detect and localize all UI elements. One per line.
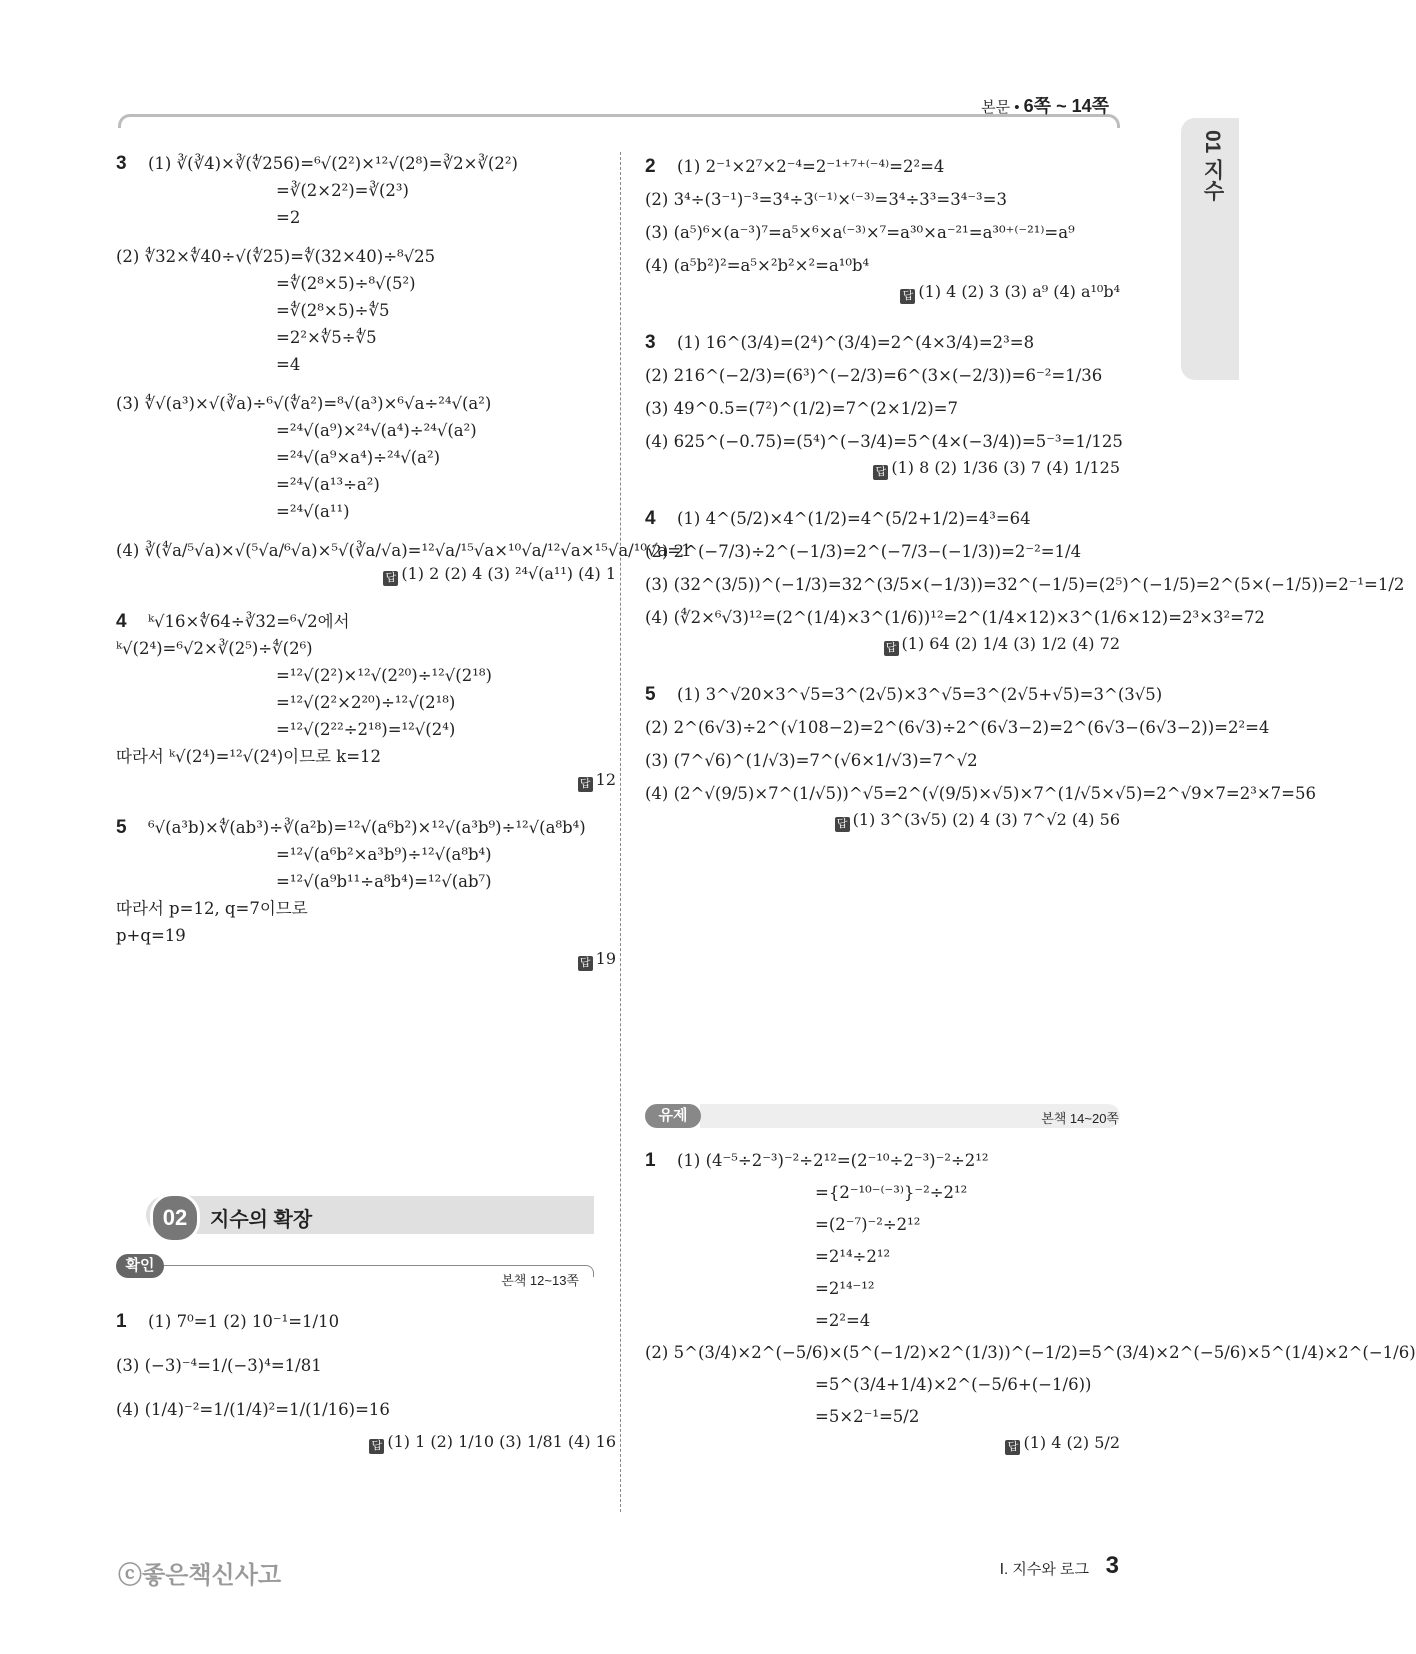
solution-line <box>645 1337 1416 1369</box>
solution-line <box>116 417 616 444</box>
solution-text: ᵏ√(2⁴)=⁶√2×∛(2⁵)÷∜(2⁶) <box>116 639 313 658</box>
problem-block <box>645 150 1120 326</box>
solution-text: =¹²√(2²²÷2¹⁸)=¹²√(2⁴) <box>276 720 456 739</box>
solution-text: (3) 49^0.5=(7²)^(1/2)=7^(2×1/2)=7 <box>645 399 958 418</box>
problem-block <box>116 537 692 608</box>
answer-line <box>645 458 1120 480</box>
solution-text: =²⁴√(a¹¹) <box>276 502 350 521</box>
solution-line <box>116 1300 616 1344</box>
solution-text: p+q=19 <box>116 926 186 945</box>
solution-text: (4) (∜2×⁶√3)¹²=(2^(1/4)×3^(1/6))¹²=2^(1/4×12)×3^(1/6×12)=2³×3²=72 <box>645 608 1265 627</box>
solution-text: 따라서 p=12, q=7이므로 <box>116 899 308 918</box>
solution-text: =2¹⁴÷2¹² <box>815 1247 891 1266</box>
solution-line <box>645 425 1123 458</box>
solution-text: =5×2⁻¹=5/2 <box>815 1407 920 1426</box>
answer-text: (1) 8 (2) 1/36 (3) 7 (4) 1/125 <box>891 458 1120 477</box>
solution-line <box>645 711 1270 744</box>
solution-text: (2) 216^(−2/3)=(6³)^(−2/3)=6^(3×(−2/3))=6⁻²=1/36 <box>645 366 1103 385</box>
problem-number: 1 <box>645 1150 656 1171</box>
solution-text: (4) (a⁵b²)²=a⁵×²b²×²=a¹⁰b⁴ <box>645 256 870 275</box>
solution-text: (3) (a⁵)⁶×(a⁻³)⁷=a⁵×⁶×a⁽⁻³⁾×⁷=a³⁰×a⁻²¹=a³⁰⁺⁽⁻²¹⁾=a⁹ <box>645 223 1075 242</box>
solution-text: ={2⁻¹⁰⁻⁽⁻³⁾}⁻²÷2¹² <box>815 1183 968 1202</box>
solution-line <box>645 502 1120 535</box>
solution-line <box>645 216 1120 249</box>
solution-text: (1) ∛(∛4)×∛(∜256)=⁶√(2²)×¹²√(2⁸)=∛2×∛(2²) <box>148 154 518 173</box>
solution-line <box>645 568 1405 601</box>
solution-line <box>116 635 616 662</box>
solution-text: (3) (−3)⁻⁴=1/(−3)⁴=1/81 <box>116 1356 322 1375</box>
solution-line <box>645 1145 1120 1177</box>
yuje-problems <box>645 1145 1416 1477</box>
answer-line <box>116 564 616 586</box>
yuje-label: 유제 <box>645 1104 701 1128</box>
solution-text: (2) 3⁴÷(3⁻¹)⁻³=3⁴÷3⁽⁻¹⁾×⁽⁻³⁾=3⁴÷3³=3⁴⁻³=3 <box>645 190 1007 209</box>
solution-line <box>645 1273 1120 1305</box>
solution-text: 따라서 ᵏ√(2⁴)=¹²√(2⁴)이므로 k=12 <box>116 747 382 766</box>
spacer <box>645 1455 1120 1477</box>
solution-line <box>116 390 616 417</box>
solution-text: =(2⁻⁷)⁻²÷2¹² <box>815 1215 921 1234</box>
solution-text: =2 <box>276 208 301 227</box>
answer-mark: 답 <box>835 817 850 832</box>
spacer <box>645 304 1120 326</box>
solution-line <box>645 1305 1120 1337</box>
spacer <box>116 231 616 243</box>
answer-line <box>116 949 616 971</box>
answer-mark: 답 <box>873 465 888 480</box>
answer-text: (1) 1 (2) 1/10 (3) 1/81 (4) 16 <box>387 1432 616 1451</box>
page-number: 3 <box>1105 1552 1119 1579</box>
problem-number: 5 <box>116 817 127 838</box>
solution-text: (1) 2⁻¹×2⁷×2⁻⁴=2⁻¹⁺⁷⁺⁽⁻⁴⁾=2²=4 <box>677 157 945 176</box>
solution-line <box>116 351 616 378</box>
header-rule <box>118 114 1120 128</box>
solution-line <box>116 1344 616 1388</box>
problem-block <box>116 1300 616 1476</box>
solution-line <box>116 895 616 922</box>
solution-line <box>116 444 616 471</box>
answer-mark: 답 <box>1005 1440 1020 1455</box>
check-problems <box>116 1300 616 1476</box>
answer-mark: 답 <box>383 571 398 586</box>
solution-line <box>645 359 1120 392</box>
solution-line <box>645 392 1120 425</box>
problem-block <box>116 243 616 390</box>
solution-text: =∛(2×2²)=∛(2³) <box>276 181 409 200</box>
problem-block <box>116 814 616 993</box>
solution-line <box>116 662 616 689</box>
problem-block <box>645 502 1405 678</box>
solution-text: ᵏ√16×∜64÷∛32=⁶√2에서 <box>148 612 350 631</box>
answer-text: (1) 64 (2) 1/4 (3) 1/2 (4) 72 <box>901 634 1120 653</box>
spacer <box>116 792 616 814</box>
section-title: 지수의 확장 <box>210 1209 313 1231</box>
problem-number: 1 <box>116 1311 127 1332</box>
solution-text: =2¹⁴⁻¹² <box>815 1279 875 1298</box>
problem-block <box>116 608 616 814</box>
solution-line <box>645 150 1120 183</box>
spacer <box>645 656 1120 678</box>
spacer <box>116 586 616 608</box>
solution-line <box>645 1177 1120 1209</box>
solution-text: (1) 7⁰=1 (2) 10⁻¹=1/10 <box>148 1312 340 1331</box>
solution-line <box>116 716 616 743</box>
spacer <box>116 378 616 390</box>
solution-text: =²⁴√(a¹³÷a²) <box>276 475 380 494</box>
solution-text: ⁶√(a³b)×∜(ab³)÷∛(a²b)=¹²√(a⁶b²)×¹²√(a³b⁹)÷¹²√(a⁸b⁴) <box>148 818 586 837</box>
chapter-side-tab <box>1181 118 1239 380</box>
spacer <box>116 971 616 993</box>
solution-line <box>645 249 1120 282</box>
solution-text: (3) (32^(3/5))^(−1/3)=32^(3/5×(−1/3))=32^(−1/5)=(2⁵)^(−1/5)=2^(5×(−1/5))=2⁻¹=1/2 <box>645 575 1405 594</box>
answer-line <box>645 282 1120 304</box>
solution-line <box>116 841 616 868</box>
solution-text: (2) ∜32×∜40÷√(∜25)=∜(32×40)÷⁸√25 <box>116 247 436 266</box>
header-bullet: • <box>1014 99 1020 116</box>
solution-line <box>645 1241 1120 1273</box>
solution-line <box>645 601 1265 634</box>
solution-line <box>645 535 1120 568</box>
problem-number: 5 <box>645 684 656 705</box>
problem-number: 4 <box>116 611 127 632</box>
yuje-reference: 본책 14~20쪽 <box>1041 1111 1119 1126</box>
solution-text: (4) 625^(−0.75)=(5⁴)^(−3/4)=5^(4×(−3/4))=5⁻³=1/125 <box>645 432 1123 451</box>
problem-block <box>645 1145 1416 1477</box>
solution-line <box>116 689 616 716</box>
answer-mark: 답 <box>369 1439 384 1454</box>
solution-line <box>116 177 616 204</box>
spacer <box>645 480 1120 502</box>
solution-line <box>116 471 616 498</box>
answer-text: (1) 4 (2) 3 (3) a⁹ (4) a¹⁰b⁴ <box>918 282 1120 301</box>
solution-line <box>116 498 616 525</box>
problem-number: 3 <box>116 153 127 174</box>
answer-text: (1) 2 (2) 4 (3) ²⁴√(a¹¹) (4) 1 <box>401 564 616 583</box>
solution-text: (2) 2^(−7/3)÷2^(−1/3)=2^(−7/3−(−1/3))=2⁻²=1/4 <box>645 542 1082 561</box>
solution-line <box>116 743 616 770</box>
solution-text: (4) (2^√(9/5)×7^(1/√5))^√5=2^(√(9/5)×√5)×7^(1/√5×√5)=2^√9×7=2³×7=56 <box>645 784 1316 803</box>
publisher-logo: ⓒ좋은책신사고 <box>118 1562 282 1589</box>
answer-text: 12 <box>595 770 616 789</box>
solution-line <box>116 922 616 949</box>
solution-text: =²⁴√(a⁹×a⁴)÷²⁴√(a²) <box>276 448 441 467</box>
solution-line <box>645 1401 1120 1433</box>
solution-text: =2²×∜5÷∜5 <box>276 328 377 347</box>
answer-line <box>645 810 1120 832</box>
spacer <box>116 525 616 537</box>
solution-text: (1) 16^(3/4)=(2⁴)^(3/4)=2^(4×3/4)=2³=8 <box>677 333 1035 352</box>
solution-text: =2²=4 <box>815 1311 871 1330</box>
solution-text: =∜(2⁸×5)÷∜5 <box>276 301 390 320</box>
answer-line <box>116 770 616 792</box>
solution-text: =¹²√(2²×2²⁰)÷¹²√(2¹⁸) <box>276 693 456 712</box>
solution-line <box>645 1209 1120 1241</box>
solution-text: (1) 4^(5/2)×4^(1/2)=4^(5/2+1/2)=4³=64 <box>677 509 1031 528</box>
solution-line <box>116 243 616 270</box>
answer-line <box>116 1432 616 1454</box>
chapter-side-tab-label: 01 지수 <box>1201 130 1224 202</box>
solution-line <box>116 297 616 324</box>
solution-line <box>645 326 1120 359</box>
section-number: 02 <box>150 1193 200 1243</box>
problem-number: 4 <box>645 508 656 529</box>
answer-mark: 답 <box>578 956 593 971</box>
solution-line <box>116 150 616 177</box>
solution-line <box>645 744 1120 777</box>
header-ref-range: 6쪽 ~ 14쪽 <box>1023 96 1109 116</box>
solution-text: (4) (1/4)⁻²=1/(1/4)²=1/(1/16)=16 <box>116 1400 390 1419</box>
solution-line <box>645 777 1316 810</box>
solution-text: (3) ∜√(a³)×√(∛a)÷⁶√(∜a²)=⁸√(a³)×⁶√a÷²⁴√(a²) <box>116 394 492 413</box>
answer-text: (1) 4 (2) 5/2 <box>1023 1433 1120 1452</box>
solution-line <box>116 868 616 895</box>
problem-block <box>116 150 616 243</box>
footer-unit-title: Ⅰ. 지수와 로그 <box>999 1561 1089 1578</box>
answer-mark: 답 <box>900 289 915 304</box>
solution-text: (4) ∛(∜a/⁵√a)×√(⁵√a/⁶√a)×⁵√(∛a/√a)=¹²√a/¹⁵√a×¹⁰√a/¹²√a×¹⁵√a/¹⁰√a=1 <box>116 541 692 560</box>
solution-text: =∜(2⁸×5)÷⁸√(5²) <box>276 274 416 293</box>
spacer <box>116 1454 616 1476</box>
check-reference: 본책 12~13쪽 <box>501 1273 579 1288</box>
solution-text: (2) 2^(6√3)÷2^(√108−2)=2^(6√3)÷2^(6√3−2)=2^(6√3−(6√3−2))=2²=4 <box>645 718 1270 737</box>
solution-text: (2) 5^(3/4)×2^(−5/6)×(5^(−1/2)×2^(1/3))^(−1/2)=5^(3/4)×2^(−5/6)×5^(1/4)×2^(−1/6) <box>645 1343 1416 1362</box>
solution-line <box>116 324 616 351</box>
problem-block <box>645 678 1316 854</box>
solution-line <box>116 204 616 231</box>
solution-line <box>116 537 692 564</box>
check-label: 확인 <box>116 1254 164 1278</box>
solution-text: (1) (4⁻⁵÷2⁻³)⁻²÷2¹²=(2⁻¹⁰÷2⁻³)⁻²÷2¹² <box>677 1151 989 1170</box>
answer-mark: 답 <box>884 641 899 656</box>
header-page-reference <box>981 92 1109 118</box>
solution-line <box>645 678 1163 711</box>
solution-text: =¹²√(2²)×¹²√(2²⁰)÷¹²√(2¹⁸) <box>276 666 492 685</box>
solution-text: =²⁴√(a⁹)×²⁴√(a⁴)÷²⁴√(a²) <box>276 421 477 440</box>
answer-mark: 답 <box>578 777 593 792</box>
solution-line <box>116 270 616 297</box>
answer-text: 19 <box>595 949 616 968</box>
solution-line <box>116 608 616 635</box>
solution-text: (3) (7^√6)^(1/√3)=7^(√6×1/√3)=7^√2 <box>645 751 978 770</box>
left-column <box>116 150 692 993</box>
solution-text: (1) 3^√20×3^√5=3^(2√5)×3^√5=3^(2√5+√5)=3^(3√5) <box>677 685 1163 704</box>
problem-number: 3 <box>645 332 656 353</box>
header-ref-prefix: 본문 <box>981 99 1011 116</box>
answer-line <box>645 1433 1120 1455</box>
problem-block <box>116 390 616 537</box>
answer-text: (1) 3^(3√5) (2) 4 (3) 7^√2 (4) 56 <box>852 810 1120 829</box>
solution-line <box>116 1388 616 1432</box>
solution-line <box>645 183 1120 216</box>
solution-text: =¹²√(a⁶b²×a³b⁹)÷¹²√(a⁸b⁴) <box>276 845 492 864</box>
spacer <box>645 832 1120 854</box>
solution-line <box>116 814 616 841</box>
solution-text: =4 <box>276 355 301 374</box>
solution-text: =¹²√(a⁹b¹¹÷a⁸b⁴)=¹²√(ab⁷) <box>276 872 492 891</box>
answer-line <box>645 634 1120 656</box>
problem-number: 2 <box>645 156 656 177</box>
column-divider <box>620 152 621 1512</box>
solution-text: =5^(3/4+1/4)×2^(−5/6+(−1/6)) <box>815 1375 1092 1394</box>
problem-block <box>645 326 1123 502</box>
solution-line <box>645 1369 1120 1401</box>
